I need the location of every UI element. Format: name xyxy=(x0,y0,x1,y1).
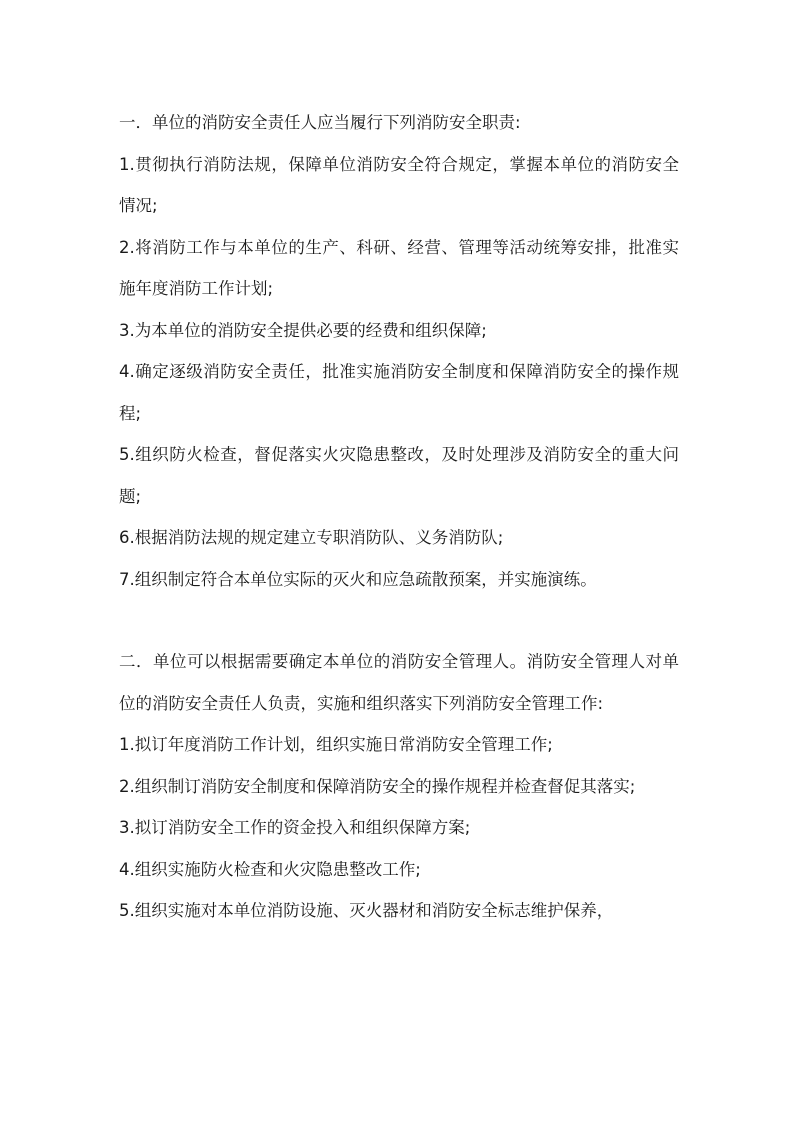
section-responsible-person xyxy=(119,102,679,600)
list-item: 2.将消防工作与本单位的生产、科研、经营、管理等活动统筹安排，批准实施年度消防工作计划; xyxy=(119,237,679,298)
section-heading: 一．单位的消防安全责任人应当履行下列消防安全职责: xyxy=(119,113,521,132)
list-item: 7.组织制定符合本单位实际的灭火和应急疏散预案，并实施演练。 xyxy=(119,569,597,589)
list-item: 4.确定逐级消防安全责任，批准实施消防安全制度和保障消防安全的操作规程; xyxy=(119,362,679,423)
list-item: 4.组织实施防火检查和火灾隐患整改工作; xyxy=(119,859,421,879)
list-item: 2.组织制订消防安全制度和保障消防安全的操作规程并检查督促其落实; xyxy=(119,776,636,796)
list-item: 6.根据消防法规的规定建立专职消防队、义务消防队; xyxy=(119,528,504,547)
section-heading: 二．单位可以根据需要确定本单位的消防安全管理人。消防安全管理人对单位的消防安全责任人负责，实施和组织落实下列消防安全管理工作: xyxy=(119,652,679,713)
document-body xyxy=(119,102,679,932)
list-item: 1.贯彻执行消防法规，保障单位消防安全符合规定，掌握本单位的消防安全情况; xyxy=(119,154,679,215)
list-item: 3.为本单位的消防安全提供必要的经费和组织保障; xyxy=(119,320,487,340)
list-item: 1.拟订年度消防工作计划，组织实施日常消防安全管理工作; xyxy=(119,735,553,754)
section-spacer xyxy=(119,600,679,641)
section-safety-manager xyxy=(119,641,679,932)
list-item: 5.组织实施对本单位消防设施、灭火器材和消防安全标志维护保养， xyxy=(119,901,614,920)
list-item: 3.拟订消防安全工作的资金投入和组织保障方案; xyxy=(119,818,471,837)
list-item: 5.组织防火检查，督促落实火灾隐患整改，及时处理涉及消防安全的重大问题; xyxy=(119,445,679,506)
